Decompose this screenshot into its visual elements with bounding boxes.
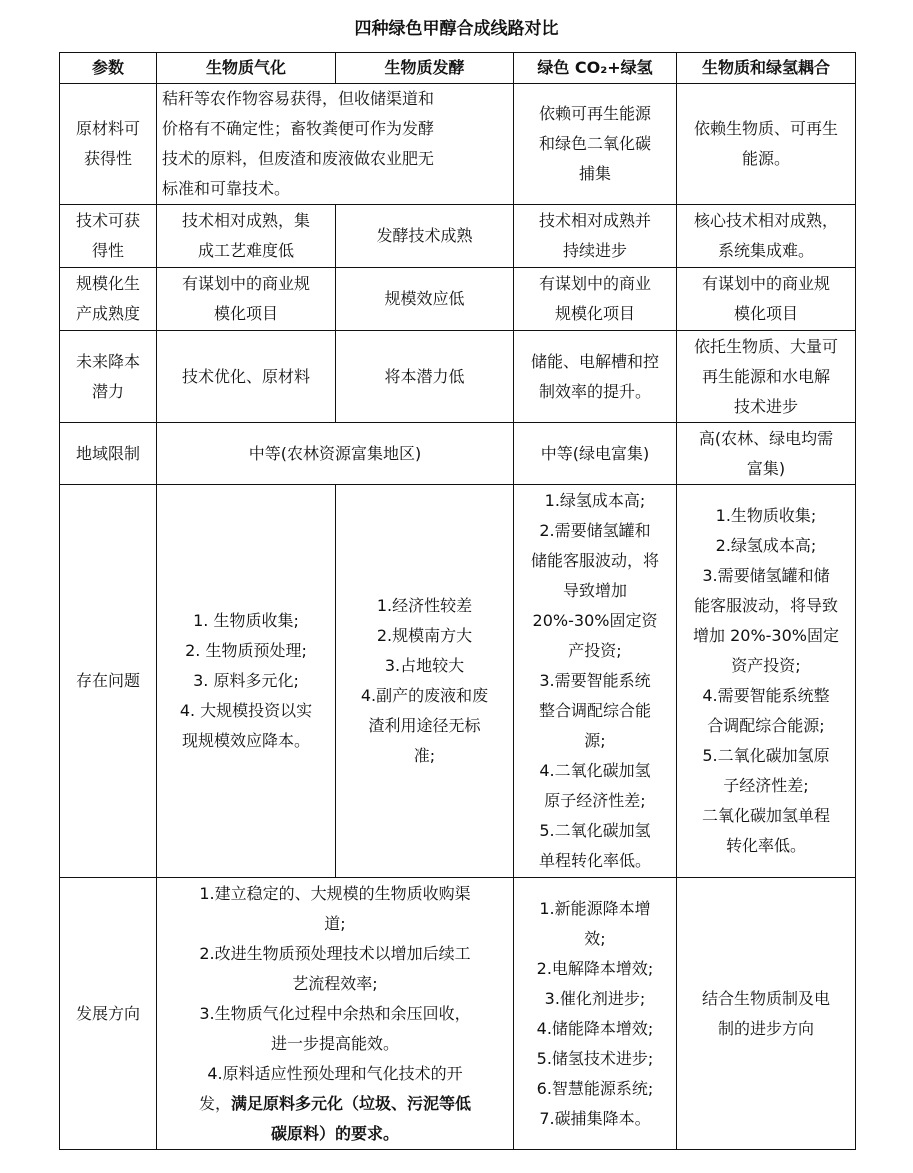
cell-line: 富集) (746, 458, 786, 478)
cell-line: 系统集成难。 (717, 241, 814, 260)
cell-coupled-issues (677, 485, 856, 878)
direction-mixed-line (162, 1089, 508, 1119)
cell-line: 3. 原料多元化; (193, 671, 299, 690)
cell-line: 合调配综合能源; (707, 716, 825, 735)
cell-line: 技术可获 (75, 211, 140, 230)
cell-line: 4.储能降本增效; (536, 1018, 654, 1038)
header-gasification: 生物质气化 (157, 53, 336, 84)
cell-line: 原子经济性差; (544, 791, 646, 810)
cell-line: 3.生物质气化过程中余热和余压回收， (199, 1003, 471, 1023)
cell-line: 产成熟度 (75, 304, 140, 323)
cell-co2-h2-potential (514, 331, 677, 423)
row-direction (60, 878, 856, 1150)
cell-line: 技术相对成熟并 (538, 211, 651, 230)
header-co2-h2: 绿色 CO₂+绿氢 (514, 53, 677, 84)
cell-line: 规模化项目 (554, 304, 635, 323)
cell-line: 3.催化剂进步; (544, 988, 646, 1008)
row-potential (60, 331, 856, 423)
cell-line: 规模化生 (75, 274, 140, 293)
cell-line: 4.副产的废液和废 (360, 686, 489, 705)
cell-line: 发展方向 (75, 1003, 140, 1023)
cell-line: 二氧化碳加氢单程 (701, 806, 830, 825)
cell-line: 2.绿氢成本高; (715, 536, 817, 555)
cell-line: 5.二氧化碳加氢原 (702, 746, 830, 765)
direction-last-bold: 碳原料）的要求。 (270, 1123, 399, 1143)
row-label (60, 423, 157, 485)
cell-line: 4.原料适应性预处理和气化技术的开 (207, 1063, 463, 1083)
cell-line: 单程转化率低。 (538, 851, 651, 870)
cell-line: 依赖生物质、可再生 (693, 119, 838, 138)
cell-line: 效; (584, 928, 606, 948)
header-coupled: 生物质和绿氢耦合 (677, 53, 856, 84)
cell-line: 中等(农林资源富集地区) (248, 443, 422, 463)
cell-coupled-potential (677, 331, 856, 423)
cell-line: 有谋划中的商业 (538, 274, 651, 293)
cell-line: 能源。 (741, 149, 790, 168)
cell-line: 资产投资; (731, 656, 801, 675)
cell-line: 结合生物质制及电 (701, 988, 830, 1008)
row-raw-material (60, 84, 856, 205)
cell-line: 未来降本 (75, 351, 140, 371)
header-row (60, 53, 856, 84)
cell-line: 依托生物质、大量可 (693, 336, 838, 356)
row-region (60, 423, 856, 485)
cell-line: 进一步提高能效。 (270, 1033, 399, 1053)
cell-line: 存在问题 (75, 671, 140, 690)
cell-line: 得性 (91, 241, 124, 260)
cell-line: 价格有不确定性；畜牧粪便可作为发酵 (162, 119, 435, 138)
cell-line: 地域限制 (75, 443, 140, 463)
cell-line: 规模效应低 (384, 289, 465, 308)
row-label (60, 331, 157, 423)
cell-line: 艺流程效率; (292, 973, 378, 993)
cell-line: 转化率低。 (725, 836, 806, 855)
cell-line: 现规模效应降本。 (181, 731, 310, 750)
cell-line: 依赖可再生能源 (538, 104, 651, 123)
page-title: 四种绿色甲醇合成线路对比 (354, 19, 559, 39)
cell-line: 1.绿氢成本高; (544, 491, 646, 510)
cell-line: 再生能源和水电解 (701, 366, 830, 386)
cell-line: 1.经济性较差 (376, 596, 473, 615)
cell-line: 标准和可靠技术。 (162, 179, 291, 198)
cell-line: 准; (413, 746, 436, 765)
cell-line: 增加 20%-30%固定 (693, 626, 839, 645)
cell-line: 有谋划中的商业规 (701, 274, 830, 293)
cell-line: 源; (584, 731, 606, 750)
cell-line: 1.新能源降本增 (539, 898, 651, 918)
cell-biomass-region (157, 423, 514, 485)
cell-line: 储能、电解槽和控 (530, 351, 659, 371)
cell-line: 中等(绿电富集) (540, 443, 650, 463)
header-param: 参数 (60, 53, 157, 84)
cell-co2-h2-direction (514, 878, 677, 1150)
comparison-table (59, 52, 856, 1150)
cell-line: 2.需要储氢罐和 (539, 521, 651, 540)
cell-line: 模化项目 (733, 304, 798, 323)
row-label (60, 268, 157, 331)
cell-coupled-scale (677, 268, 856, 331)
row-label (60, 205, 157, 268)
cell-coupled-region (677, 423, 856, 485)
cell-fermentation-scale (336, 268, 514, 331)
cell-line: 4. 大规模投资以实 (179, 701, 313, 720)
cell-line: 技术的原料，但废渣和废液做农业肥无 (162, 149, 435, 168)
cell-fermentation-issues (336, 485, 514, 878)
cell-biomass-direction (157, 878, 514, 1150)
cell-co2-h2-region (514, 423, 677, 485)
cell-gasification-tech (157, 205, 336, 268)
cell-coupled-direction (677, 878, 856, 1150)
row-label (60, 485, 157, 878)
cell-line: 和绿色二氧化碳 (538, 134, 651, 153)
cell-line: 将本潜力低 (384, 366, 465, 386)
cell-line: 发酵技术成熟 (376, 226, 473, 245)
row-scale (60, 268, 856, 331)
cell-line: 捕集 (578, 164, 611, 183)
cell-line: 持续进步 (562, 241, 627, 260)
cell-line: 整合调配综合能 (538, 701, 651, 720)
row-label (60, 878, 157, 1150)
cell-line: 2.电解降本增效; (536, 958, 654, 978)
cell-co2-h2-scale (514, 268, 677, 331)
cell-line: 制的进步方向 (717, 1018, 814, 1038)
cell-line: 5.二氧化碳加氢 (539, 821, 651, 840)
cell-line: 成工艺难度低 (197, 241, 294, 260)
cell-line: 模化项目 (213, 304, 278, 323)
cell-gasification-issues (157, 485, 336, 878)
cell-fermentation-potential (336, 331, 514, 423)
direction-mixed-prefix: 发， (198, 1093, 231, 1113)
cell-co2-h2-issues (514, 485, 677, 878)
cell-fermentation-tech (336, 205, 514, 268)
cell-line: 核心技术相对成熟， (693, 211, 838, 230)
direction-lines (162, 879, 508, 1089)
row-label (60, 84, 157, 205)
header-fermentation: 生物质发酵 (336, 53, 514, 84)
cell-line: 制效率的提升。 (538, 381, 651, 401)
cell-line: 1.生物质收集; (715, 506, 817, 525)
cell-line: 能客服波动，将导致 (693, 596, 838, 615)
cell-line: 潜力 (91, 381, 124, 401)
cell-line: 3.占地较大 (384, 656, 465, 675)
cell-line: 3.需要储氢罐和储 (702, 566, 830, 585)
cell-line: 渣利用途径无标 (368, 716, 481, 735)
cell-line: 6.智慧能源系统; (536, 1078, 654, 1098)
cell-gasification-scale (157, 268, 336, 331)
cell-line: 产投资; (568, 641, 622, 660)
cell-coupled-raw-material (677, 84, 856, 205)
cell-line: 原材料可 (75, 119, 140, 138)
cell-line: 2. 生物质预处理; (185, 641, 307, 660)
row-issues (60, 485, 856, 878)
cell-line: 2.改进生物质预处理技术以增加后续工 (199, 943, 471, 963)
row-tech (60, 205, 856, 268)
cell-coupled-tech (677, 205, 856, 268)
cell-co2-h2-tech (514, 205, 677, 268)
cell-line: 导致增加 (562, 581, 627, 600)
cell-line: 4.需要智能系统整 (702, 686, 830, 705)
cell-line: 子经济性差; (723, 776, 809, 795)
cell-line: 3.需要智能系统 (539, 671, 651, 690)
cell-line: 20%-30%固定资 (532, 611, 658, 630)
cell-line: 5.储氢技术进步; (536, 1048, 654, 1068)
cell-line: 秸秆等农作物容易获得，但收储渠道和 (162, 89, 435, 108)
direction-mixed-bold: 满足原料多元化（垃圾、污泥等低 (231, 1093, 472, 1113)
cell-line: 高(农林、绿电均需 (698, 428, 834, 448)
cell-line: 1. 生物质收集; (193, 611, 299, 630)
cell-line: 7.碳捕集降本。 (539, 1108, 651, 1128)
cell-line: 技术进步 (733, 396, 798, 416)
cell-line: 技术相对成熟，集 (181, 211, 310, 230)
cell-line: 4.二氧化碳加氢 (539, 761, 651, 780)
cell-line: 储能客服波动，将 (530, 551, 659, 570)
cell-gasification-potential (157, 331, 336, 423)
cell-biomass-raw-material (157, 84, 514, 205)
cell-line: 有谋划中的商业规 (181, 274, 310, 293)
cell-line: 道; (324, 913, 346, 933)
cell-line: 技术优化、原材料 (181, 366, 310, 386)
cell-line: 获得性 (83, 149, 132, 168)
cell-line: 1.建立稳定的、大规模的生物质收购渠 (199, 883, 471, 903)
cell-co2-h2-raw-material (514, 84, 677, 205)
cell-line: 2.规模南方大 (376, 626, 473, 645)
